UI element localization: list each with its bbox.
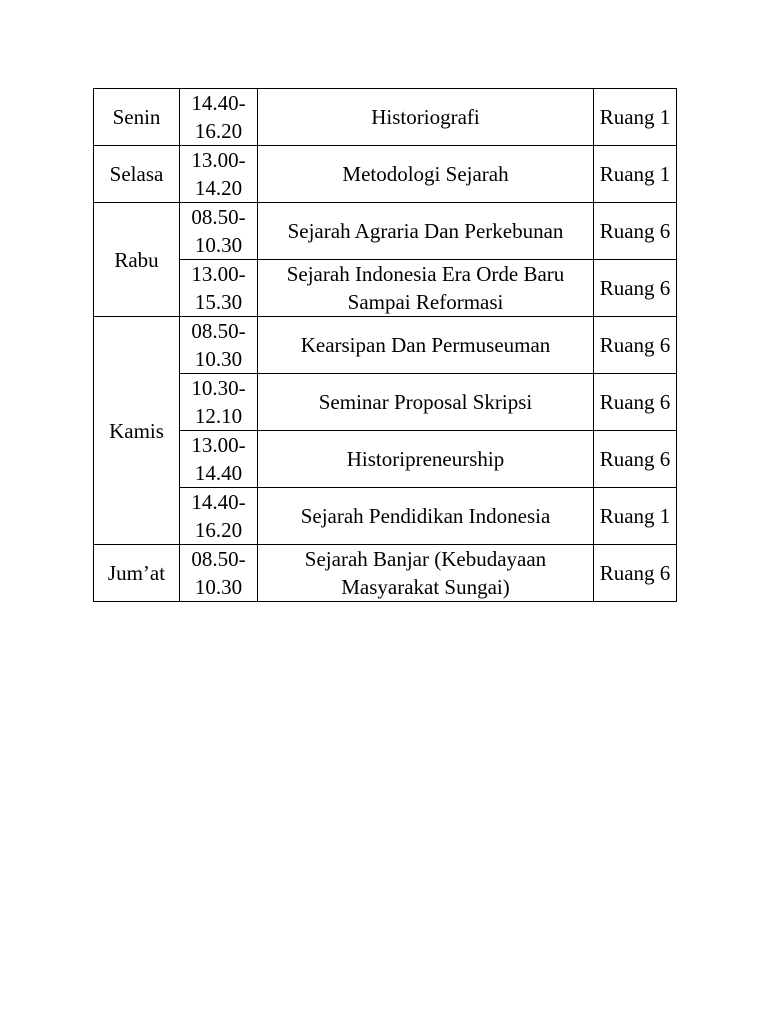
table-row — [94, 203, 677, 260]
room-cell: Ruang 6 — [594, 317, 677, 374]
course-cell: Kearsipan Dan Permuseuman — [258, 317, 594, 374]
day-cell: Selasa — [94, 146, 180, 203]
table-row — [94, 488, 677, 545]
time-cell: 13.00-14.20 — [180, 146, 258, 203]
table-row — [94, 146, 677, 203]
time-cell: 08.50-10.30 — [180, 545, 258, 602]
day-cell: Jum’at — [94, 545, 180, 602]
room-cell: Ruang 1 — [594, 89, 677, 146]
schedule-body — [94, 89, 677, 602]
course-cell: Sejarah Banjar (Kebudayaan Masyarakat Sungai) — [258, 545, 594, 602]
table-row — [94, 317, 677, 374]
course-cell: Historipreneurship — [258, 431, 594, 488]
table-row — [94, 89, 677, 146]
time-cell: 08.50-10.30 — [180, 317, 258, 374]
day-cell: Senin — [94, 89, 180, 146]
time-cell: 14.40-16.20 — [180, 89, 258, 146]
time-cell: 14.40-16.20 — [180, 488, 258, 545]
room-cell: Ruang 1 — [594, 488, 677, 545]
room-cell: Ruang 1 — [594, 146, 677, 203]
room-cell: Ruang 6 — [594, 374, 677, 431]
time-cell: 10.30-12.10 — [180, 374, 258, 431]
time-cell: 08.50-10.30 — [180, 203, 258, 260]
table-row — [94, 545, 677, 602]
room-cell: Ruang 6 — [594, 431, 677, 488]
course-cell: Metodologi Sejarah — [258, 146, 594, 203]
room-cell: Ruang 6 — [594, 203, 677, 260]
course-cell: Seminar Proposal Skripsi — [258, 374, 594, 431]
course-cell: Historiografi — [258, 89, 594, 146]
course-cell: Sejarah Indonesia Era Orde Baru Sampai Reformasi — [258, 260, 594, 317]
schedule-table — [93, 88, 677, 602]
day-cell: Kamis — [94, 317, 180, 545]
table-row — [94, 374, 677, 431]
room-cell: Ruang 6 — [594, 260, 677, 317]
room-cell: Ruang 6 — [594, 545, 677, 602]
time-cell: 13.00-15.30 — [180, 260, 258, 317]
table-row — [94, 260, 677, 317]
day-cell: Rabu — [94, 203, 180, 317]
course-cell: Sejarah Agraria Dan Perkebunan — [258, 203, 594, 260]
course-cell: Sejarah Pendidikan Indonesia — [258, 488, 594, 545]
time-cell: 13.00-14.40 — [180, 431, 258, 488]
table-row — [94, 431, 677, 488]
